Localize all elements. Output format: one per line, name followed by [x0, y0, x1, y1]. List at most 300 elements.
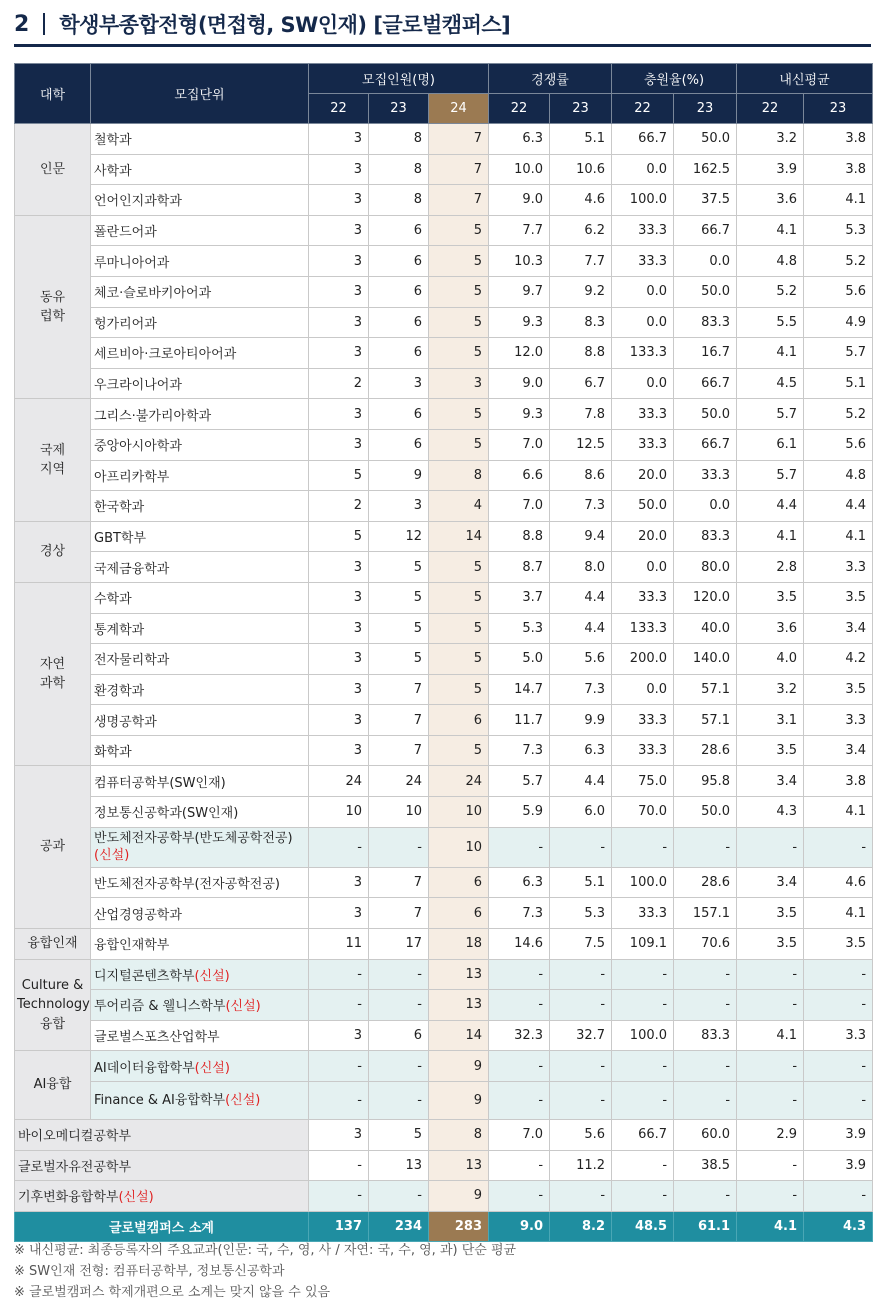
value-cell: 4.5 — [737, 368, 804, 399]
value-cell: 4.1 — [737, 521, 804, 552]
table-row — [15, 827, 873, 867]
unit-cell — [91, 959, 309, 990]
value-cell: 8.6 — [550, 460, 612, 491]
value-cell: 3.7 — [489, 582, 550, 613]
unit-cell — [91, 215, 309, 246]
univ-line: 동유 — [39, 289, 66, 305]
value-cell: 7.7 — [489, 215, 550, 246]
table-row — [15, 460, 873, 491]
unit-name: GBT학부 — [94, 531, 147, 547]
value-cell: 5 — [369, 552, 429, 583]
table-row — [15, 674, 873, 705]
value-cell: 38.5 — [674, 1150, 737, 1181]
value-cell: 5.7 — [737, 460, 804, 491]
univ-line: 자연 — [39, 656, 66, 672]
value-cell: 8.3 — [550, 307, 612, 338]
value-cell: 7 — [369, 674, 429, 705]
value-cell: 5 — [429, 582, 489, 613]
univ-cell: 경상 — [15, 521, 91, 582]
header-recruit: 모집인원(명) — [309, 64, 489, 94]
value-cell: 7.7 — [550, 246, 612, 277]
value-cell: 133.3 — [612, 338, 674, 369]
value-cell: 3.5 — [737, 928, 804, 959]
value-cell: 60.0 — [674, 1119, 737, 1150]
value-cell: - — [489, 1051, 550, 1082]
value-cell: 50.0 — [674, 124, 737, 155]
unit-cell — [91, 491, 309, 522]
value-cell: 5 — [429, 399, 489, 430]
header-year: 22 — [612, 94, 674, 124]
value-cell: 7 — [429, 185, 489, 216]
unit-name: 철학과 — [94, 133, 132, 149]
value-cell: - — [804, 827, 873, 867]
unit-name: 반도체전자공학부(전자공학전공) — [94, 877, 280, 893]
value-cell: 9.4 — [550, 521, 612, 552]
unit-cell — [91, 898, 309, 929]
header-year: 23 — [804, 94, 873, 124]
unit-name: 환경학과 — [94, 683, 145, 699]
unit-name: 디지털콘텐츠학부 — [94, 968, 195, 984]
value-cell: 28.6 — [674, 735, 737, 766]
value-cell: 5.0 — [489, 644, 550, 675]
unit-cell — [91, 368, 309, 399]
value-cell: - — [369, 1181, 429, 1212]
value-cell: 7.5 — [550, 928, 612, 959]
value-cell: 57.1 — [674, 705, 737, 736]
value-cell: 13 — [429, 959, 489, 990]
value-cell: 5.3 — [550, 898, 612, 929]
value-cell: 3.8 — [804, 154, 873, 185]
univ-line: 융합 — [39, 1016, 66, 1032]
table-row — [15, 429, 873, 460]
value-cell: - — [309, 1051, 369, 1082]
value-cell: 0.0 — [612, 276, 674, 307]
value-cell: 9 — [369, 460, 429, 491]
univ-line: 국제 — [39, 442, 66, 458]
value-cell: 6.7 — [550, 368, 612, 399]
value-cell: 3.5 — [737, 582, 804, 613]
value-cell: 3 — [309, 898, 369, 929]
value-cell: 4.1 — [737, 338, 804, 369]
univ-cell — [15, 582, 91, 766]
value-cell: 3.4 — [804, 613, 873, 644]
value-cell: 17 — [369, 928, 429, 959]
value-cell: 120.0 — [674, 582, 737, 613]
table-row — [15, 215, 873, 246]
header-year: 22 — [489, 94, 550, 124]
value-cell: 4.1 — [737, 215, 804, 246]
value-cell: 10.0 — [489, 154, 550, 185]
value-cell: 13 — [429, 990, 489, 1021]
value-cell: 3.5 — [804, 674, 873, 705]
value-cell: - — [612, 1051, 674, 1082]
value-cell: - — [737, 827, 804, 867]
unit-name: 세르비아·크로아티아어과 — [94, 347, 237, 363]
value-cell: 32.7 — [550, 1020, 612, 1051]
page-title: 학생부종합전형(면접형, SW인재) [글로벌캠퍼스] — [59, 13, 511, 37]
value-cell: 5 — [429, 552, 489, 583]
value-cell: - — [489, 1150, 550, 1181]
unit-name: 우크라이나어과 — [94, 378, 182, 394]
value-cell: - — [489, 1081, 550, 1119]
unit-cell — [91, 1020, 309, 1051]
value-cell: 7.3 — [489, 898, 550, 929]
value-cell: 3 — [309, 735, 369, 766]
value-cell: 3 — [309, 1020, 369, 1051]
value-cell: 6 — [429, 898, 489, 929]
value-cell: 3 — [309, 582, 369, 613]
total-value: 61.1 — [674, 1211, 737, 1242]
unit-name: 컴퓨터공학부(SW인재) — [94, 775, 226, 791]
value-cell: 4.2 — [804, 644, 873, 675]
unit-name: 바이오메디컬공학부 — [18, 1129, 132, 1145]
value-cell: 4.0 — [737, 644, 804, 675]
value-cell: 13 — [429, 1150, 489, 1181]
table-row — [15, 368, 873, 399]
unit-name: 헝가리어과 — [94, 316, 157, 332]
value-cell: 3.2 — [737, 674, 804, 705]
unit-name: 국제금융학과 — [94, 561, 170, 577]
value-cell: 10.6 — [550, 154, 612, 185]
value-cell: 6.3 — [489, 867, 550, 898]
unit-name: 중앙아시아학과 — [94, 439, 182, 455]
unit-name: 통계학과 — [94, 622, 145, 638]
value-cell: 9.7 — [489, 276, 550, 307]
table-row — [15, 928, 873, 959]
value-cell: 32.3 — [489, 1020, 550, 1051]
section-number: 2 — [14, 11, 30, 37]
value-cell: - — [489, 1181, 550, 1212]
table-body — [15, 124, 873, 1242]
table-row — [15, 1020, 873, 1051]
value-cell: 4.4 — [550, 766, 612, 797]
unit-cell — [91, 552, 309, 583]
value-cell: - — [550, 959, 612, 990]
value-cell: 3.6 — [737, 185, 804, 216]
value-cell: 9 — [429, 1051, 489, 1082]
value-cell: 66.7 — [674, 429, 737, 460]
value-cell: 157.1 — [674, 898, 737, 929]
unit-cell — [91, 399, 309, 430]
value-cell: 7 — [369, 898, 429, 929]
value-cell: 3 — [309, 705, 369, 736]
value-cell: 9.3 — [489, 307, 550, 338]
unit-cell — [91, 735, 309, 766]
unit-name: 글로벌스포츠산업학부 — [94, 1030, 220, 1046]
univ-cell — [15, 959, 91, 1051]
total-row — [15, 1211, 873, 1242]
table-row — [15, 154, 873, 185]
table-row — [15, 1051, 873, 1082]
value-cell: 8 — [429, 460, 489, 491]
value-cell: 6 — [369, 399, 429, 430]
header-univ: 대학 — [15, 64, 91, 124]
unit-name: 체코·슬로바키아어과 — [94, 286, 212, 302]
value-cell: 6.1 — [737, 429, 804, 460]
value-cell: 5.2 — [804, 246, 873, 277]
value-cell: - — [309, 990, 369, 1021]
total-value: 4.1 — [737, 1211, 804, 1242]
table-row — [15, 399, 873, 430]
value-cell: 3 — [309, 552, 369, 583]
value-cell: 3.4 — [804, 735, 873, 766]
unit-name: 수학과 — [94, 592, 132, 608]
value-cell: 3 — [309, 124, 369, 155]
univ-cell — [15, 399, 91, 521]
value-cell: 4.6 — [804, 867, 873, 898]
table-row — [15, 1119, 873, 1150]
unit-cell — [91, 154, 309, 185]
footnote: ※ 글로벌캠퍼스 학제개편으로 소계는 맞지 않을 수 있음 — [14, 1285, 331, 1300]
value-cell: - — [309, 1081, 369, 1119]
value-cell: 33.3 — [612, 399, 674, 430]
univ-line: Technology — [17, 997, 90, 1013]
value-cell: - — [369, 990, 429, 1021]
unit-cell — [91, 429, 309, 460]
value-cell: 83.3 — [674, 1020, 737, 1051]
unit-cell — [91, 307, 309, 338]
value-cell: 33.3 — [612, 429, 674, 460]
value-cell: 5 — [429, 613, 489, 644]
value-cell: 7.0 — [489, 491, 550, 522]
value-cell: - — [804, 1181, 873, 1212]
value-cell: 5 — [429, 338, 489, 369]
value-cell: 3 — [309, 867, 369, 898]
value-cell: 5 — [369, 582, 429, 613]
value-cell: 6.3 — [550, 735, 612, 766]
value-cell: 6.6 — [489, 460, 550, 491]
value-cell: 6 — [369, 429, 429, 460]
value-cell: 8 — [369, 124, 429, 155]
value-cell: 9.3 — [489, 399, 550, 430]
unit-name: 생명공학과 — [94, 714, 157, 730]
value-cell: 6 — [429, 867, 489, 898]
value-cell: - — [612, 1081, 674, 1119]
univ-cell: 융합인재 — [15, 928, 91, 959]
table-row — [15, 124, 873, 155]
value-cell: 0.0 — [612, 307, 674, 338]
value-cell: 7 — [369, 735, 429, 766]
value-cell: - — [369, 959, 429, 990]
unit-cell — [91, 246, 309, 277]
value-cell: 20.0 — [612, 460, 674, 491]
value-cell: - — [369, 827, 429, 867]
unit-name: 기후변화융합학부 — [18, 1190, 119, 1206]
value-cell: 5.5 — [737, 307, 804, 338]
value-cell: 133.3 — [612, 613, 674, 644]
unit-cell — [91, 185, 309, 216]
value-cell: - — [612, 827, 674, 867]
value-cell: 8.0 — [550, 552, 612, 583]
value-cell: 3 — [309, 246, 369, 277]
value-cell: 3 — [429, 368, 489, 399]
value-cell: 9 — [429, 1181, 489, 1212]
footnote: ※ SW인재 전형: 컴퓨터공학부, 정보통신공학과 — [14, 1264, 285, 1279]
unit-name: 산업경영공학과 — [94, 907, 182, 923]
value-cell: 2.8 — [737, 552, 804, 583]
table-row — [15, 867, 873, 898]
header-competition: 경쟁률 — [489, 64, 612, 94]
value-cell: 3 — [309, 1119, 369, 1150]
value-cell: 0.0 — [612, 154, 674, 185]
value-cell: 3 — [369, 491, 429, 522]
unit-cell — [15, 1181, 309, 1212]
value-cell: 5 — [309, 460, 369, 491]
unit-cell — [91, 674, 309, 705]
value-cell: - — [612, 1181, 674, 1212]
value-cell: 100.0 — [612, 1020, 674, 1051]
header-year: 22 — [309, 94, 369, 124]
univ-cell: 공과 — [15, 766, 91, 928]
value-cell: 4.1 — [804, 521, 873, 552]
value-cell: 6 — [369, 215, 429, 246]
value-cell: 3.9 — [804, 1119, 873, 1150]
value-cell: 24 — [309, 766, 369, 797]
value-cell: 0.0 — [612, 368, 674, 399]
value-cell: 10 — [369, 797, 429, 828]
value-cell: 3.5 — [804, 582, 873, 613]
value-cell: 33.3 — [612, 582, 674, 613]
unit-cell — [91, 867, 309, 898]
value-cell: 12.5 — [550, 429, 612, 460]
value-cell: 5.1 — [550, 124, 612, 155]
value-cell: 9.0 — [489, 185, 550, 216]
value-cell: 80.0 — [674, 552, 737, 583]
value-cell: 4.4 — [550, 613, 612, 644]
value-cell: 100.0 — [612, 867, 674, 898]
new-badge: (신설) — [225, 1092, 261, 1108]
header-year: 23 — [550, 94, 612, 124]
value-cell: 7.3 — [489, 735, 550, 766]
table-row — [15, 990, 873, 1021]
title-underline — [14, 44, 871, 47]
value-cell: 83.3 — [674, 521, 737, 552]
value-cell: - — [804, 1081, 873, 1119]
value-cell: 0.0 — [612, 674, 674, 705]
value-cell: 0.0 — [612, 552, 674, 583]
unit-cell — [91, 1051, 309, 1082]
value-cell: 10 — [429, 797, 489, 828]
unit-cell — [91, 1081, 309, 1119]
value-cell: - — [309, 1150, 369, 1181]
value-cell: 14.6 — [489, 928, 550, 959]
value-cell: - — [489, 827, 550, 867]
total-value: 8.2 — [550, 1211, 612, 1242]
footnote: ※ 내신평균: 최종등록자의 주요교과(인문: 국, 수, 영, 사 / 자연: 국, 수, 영, 과) 단순 평균 — [14, 1243, 517, 1258]
unit-name: 아프리카학부 — [94, 469, 170, 485]
value-cell: 5 — [429, 215, 489, 246]
total-value: 137 — [309, 1211, 369, 1242]
unit-cell — [91, 928, 309, 959]
value-cell: 6.0 — [550, 797, 612, 828]
value-cell: 5.6 — [550, 1119, 612, 1150]
header-fill-rate: 충원율(%) — [612, 64, 737, 94]
table-row — [15, 246, 873, 277]
value-cell: 6 — [369, 246, 429, 277]
value-cell: 33.3 — [612, 246, 674, 277]
new-badge: (신설) — [194, 968, 230, 984]
total-label: 글로벌캠퍼스 소계 — [15, 1211, 309, 1242]
value-cell: 4.9 — [804, 307, 873, 338]
value-cell: 6.2 — [550, 215, 612, 246]
value-cell: - — [737, 1150, 804, 1181]
unit-name: 언어인지과학과 — [94, 194, 182, 210]
value-cell: 33.3 — [612, 215, 674, 246]
value-cell: - — [369, 1081, 429, 1119]
value-cell: - — [737, 959, 804, 990]
value-cell: 5.7 — [737, 399, 804, 430]
unit-name: 투어리즘 & 웰니스학부 — [94, 999, 226, 1015]
univ-line: Culture & — [21, 977, 84, 993]
table-row — [15, 735, 873, 766]
value-cell: 5.3 — [804, 215, 873, 246]
univ-line: 과학 — [39, 676, 66, 692]
unit-cell — [91, 827, 309, 867]
value-cell: 3 — [309, 674, 369, 705]
unit-cell — [15, 1150, 309, 1181]
value-cell: 10 — [309, 797, 369, 828]
new-badge: (신설) — [118, 1190, 154, 1206]
unit-name: 한국학과 — [94, 500, 145, 516]
value-cell: 7 — [429, 154, 489, 185]
unit-cell — [91, 705, 309, 736]
value-cell: 5.7 — [804, 338, 873, 369]
value-cell: 28.6 — [674, 867, 737, 898]
value-cell: 4 — [429, 491, 489, 522]
total-value: 234 — [369, 1211, 429, 1242]
value-cell: 66.7 — [674, 368, 737, 399]
value-cell: 2 — [309, 368, 369, 399]
value-cell: - — [674, 1081, 737, 1119]
value-cell: - — [489, 990, 550, 1021]
value-cell: - — [674, 990, 737, 1021]
value-cell: 5.9 — [489, 797, 550, 828]
value-cell: 7 — [429, 124, 489, 155]
value-cell: 24 — [369, 766, 429, 797]
unit-name: 정보통신공학과(SW인재) — [94, 806, 239, 822]
value-cell: 5 — [309, 521, 369, 552]
value-cell: 20.0 — [612, 521, 674, 552]
new-badge: (신설) — [225, 999, 261, 1015]
value-cell: 3 — [309, 276, 369, 307]
value-cell: 5 — [429, 276, 489, 307]
unit-cell — [91, 338, 309, 369]
total-value: 9.0 — [489, 1211, 550, 1242]
value-cell: 3 — [309, 185, 369, 216]
value-cell: 3.5 — [804, 928, 873, 959]
unit-name: 루마니아어과 — [94, 255, 170, 271]
unit-name: 융합인재학부 — [94, 938, 170, 954]
value-cell: - — [737, 990, 804, 1021]
unit-cell — [91, 124, 309, 155]
value-cell: 18 — [429, 928, 489, 959]
table-row — [15, 898, 873, 929]
unit-cell — [91, 582, 309, 613]
value-cell: 5 — [429, 246, 489, 277]
value-cell: 33.3 — [612, 705, 674, 736]
value-cell: 8.8 — [489, 521, 550, 552]
value-cell: 8 — [369, 185, 429, 216]
value-cell: - — [309, 959, 369, 990]
value-cell: 3 — [369, 368, 429, 399]
value-cell: - — [489, 959, 550, 990]
value-cell: 50.0 — [674, 797, 737, 828]
table-row — [15, 1181, 873, 1212]
value-cell: 3.1 — [737, 705, 804, 736]
value-cell: 12 — [369, 521, 429, 552]
value-cell: 13 — [369, 1150, 429, 1181]
value-cell: 5.2 — [804, 399, 873, 430]
